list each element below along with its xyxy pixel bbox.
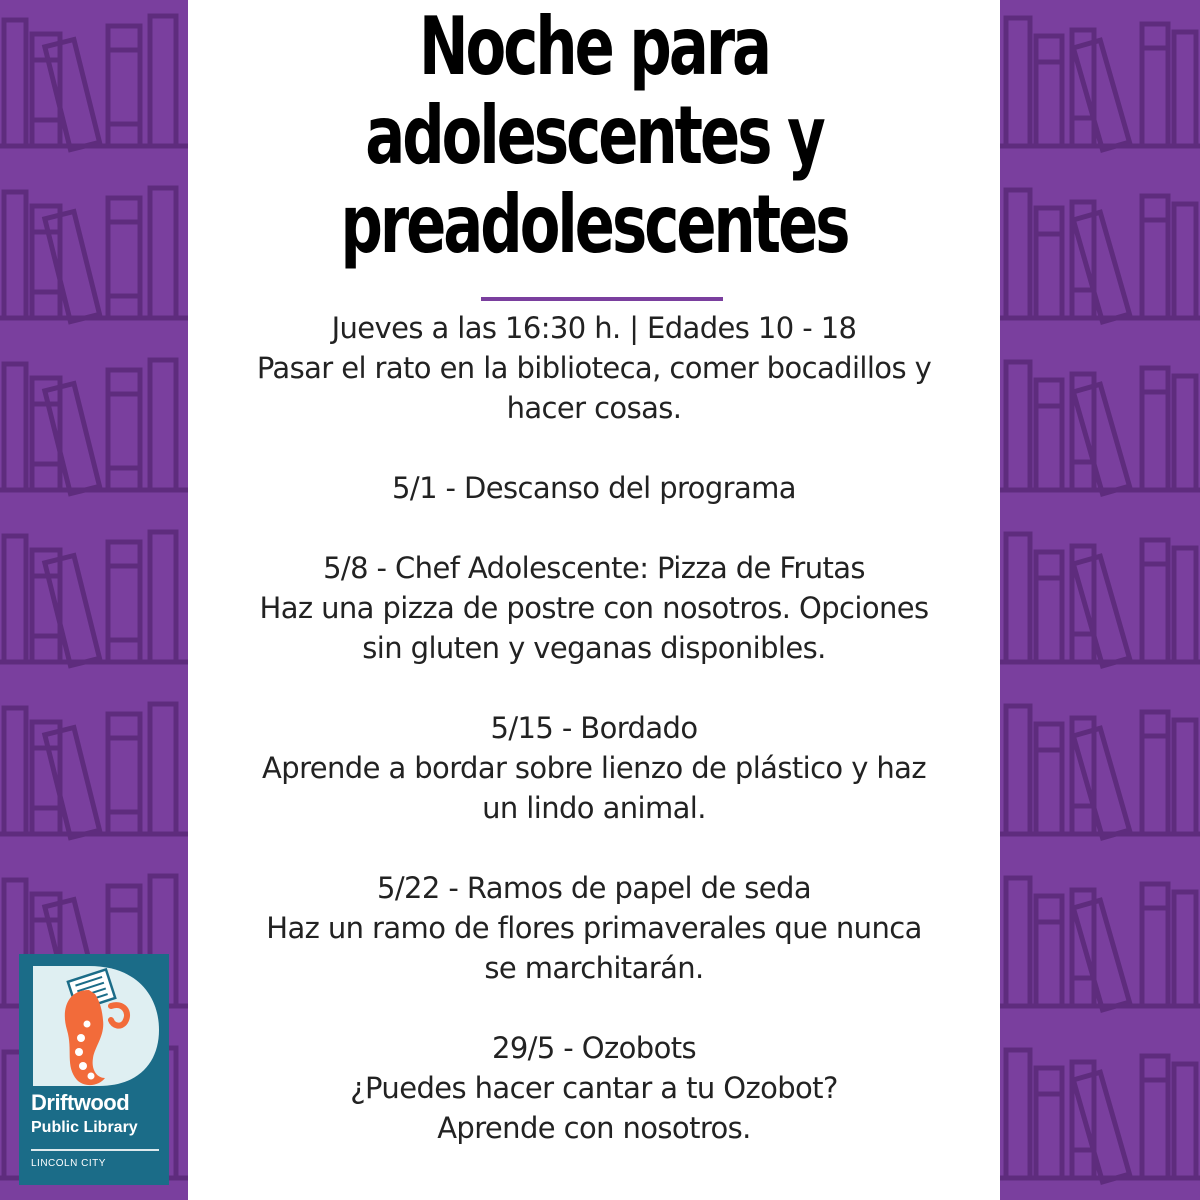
event-description: se marchitarán. — [484, 951, 704, 985]
event-description: Aprende a bordar sobre lienzo de plástico y haz — [262, 751, 926, 785]
spacer — [188, 988, 1000, 1028]
event-description: sin gluten y veganas disponibles. — [362, 631, 826, 665]
event-description: ¿Puedes hacer cantar a tu Ozobot? — [350, 1071, 838, 1105]
library-subtitle: Public Library — [31, 1119, 138, 1136]
event-description: Haz una pizza de postre con nosotros. Opciones — [259, 591, 929, 625]
title-line: preadolescentes — [340, 178, 848, 271]
event-details — [188, 308, 1000, 1148]
event-heading: 5/22 - Ramos de papel de seda — [377, 871, 811, 905]
title-underline — [481, 297, 723, 301]
schedule-line: Jueves a las 16:30 h. | Edades 10 - 18 — [331, 311, 857, 345]
content-panel — [188, 0, 1000, 1200]
spacer — [188, 828, 1000, 868]
page-title — [294, 2, 895, 269]
title-line: Noche para — [418, 0, 770, 93]
event-heading: 5/15 - Bordado — [490, 711, 698, 745]
event-heading: 29/5 - Ozobots — [491, 1031, 697, 1065]
event-heading: 5/1 - Descanso del programa — [392, 471, 796, 505]
event-heading: 5/8 - Chef Adolescente: Pizza de Frutas — [323, 551, 865, 585]
library-name: Driftwood — [31, 1090, 130, 1115]
title-line: adolescentes y — [365, 89, 823, 182]
event-description: Haz un ramo de flores primaverales que nunca — [266, 911, 922, 945]
event-description: un lindo animal. — [482, 791, 706, 825]
library-city: LINCOLN CITY — [31, 1158, 106, 1169]
spacer — [188, 668, 1000, 708]
octopus-book-icon — [19, 954, 169, 1094]
bookshelf-pattern-icon — [1000, 0, 1200, 1200]
spacer — [188, 508, 1000, 548]
logo-divider — [31, 1149, 159, 1151]
library-logo — [19, 954, 169, 1185]
bookshelf-background-right — [1000, 0, 1200, 1200]
intro-line: hacer cosas. — [506, 391, 682, 425]
event-description: Aprende con nosotros. — [437, 1111, 751, 1145]
intro-line: Pasar el rato en la biblioteca, comer bocadillos y — [256, 351, 932, 385]
spacer — [188, 428, 1000, 468]
